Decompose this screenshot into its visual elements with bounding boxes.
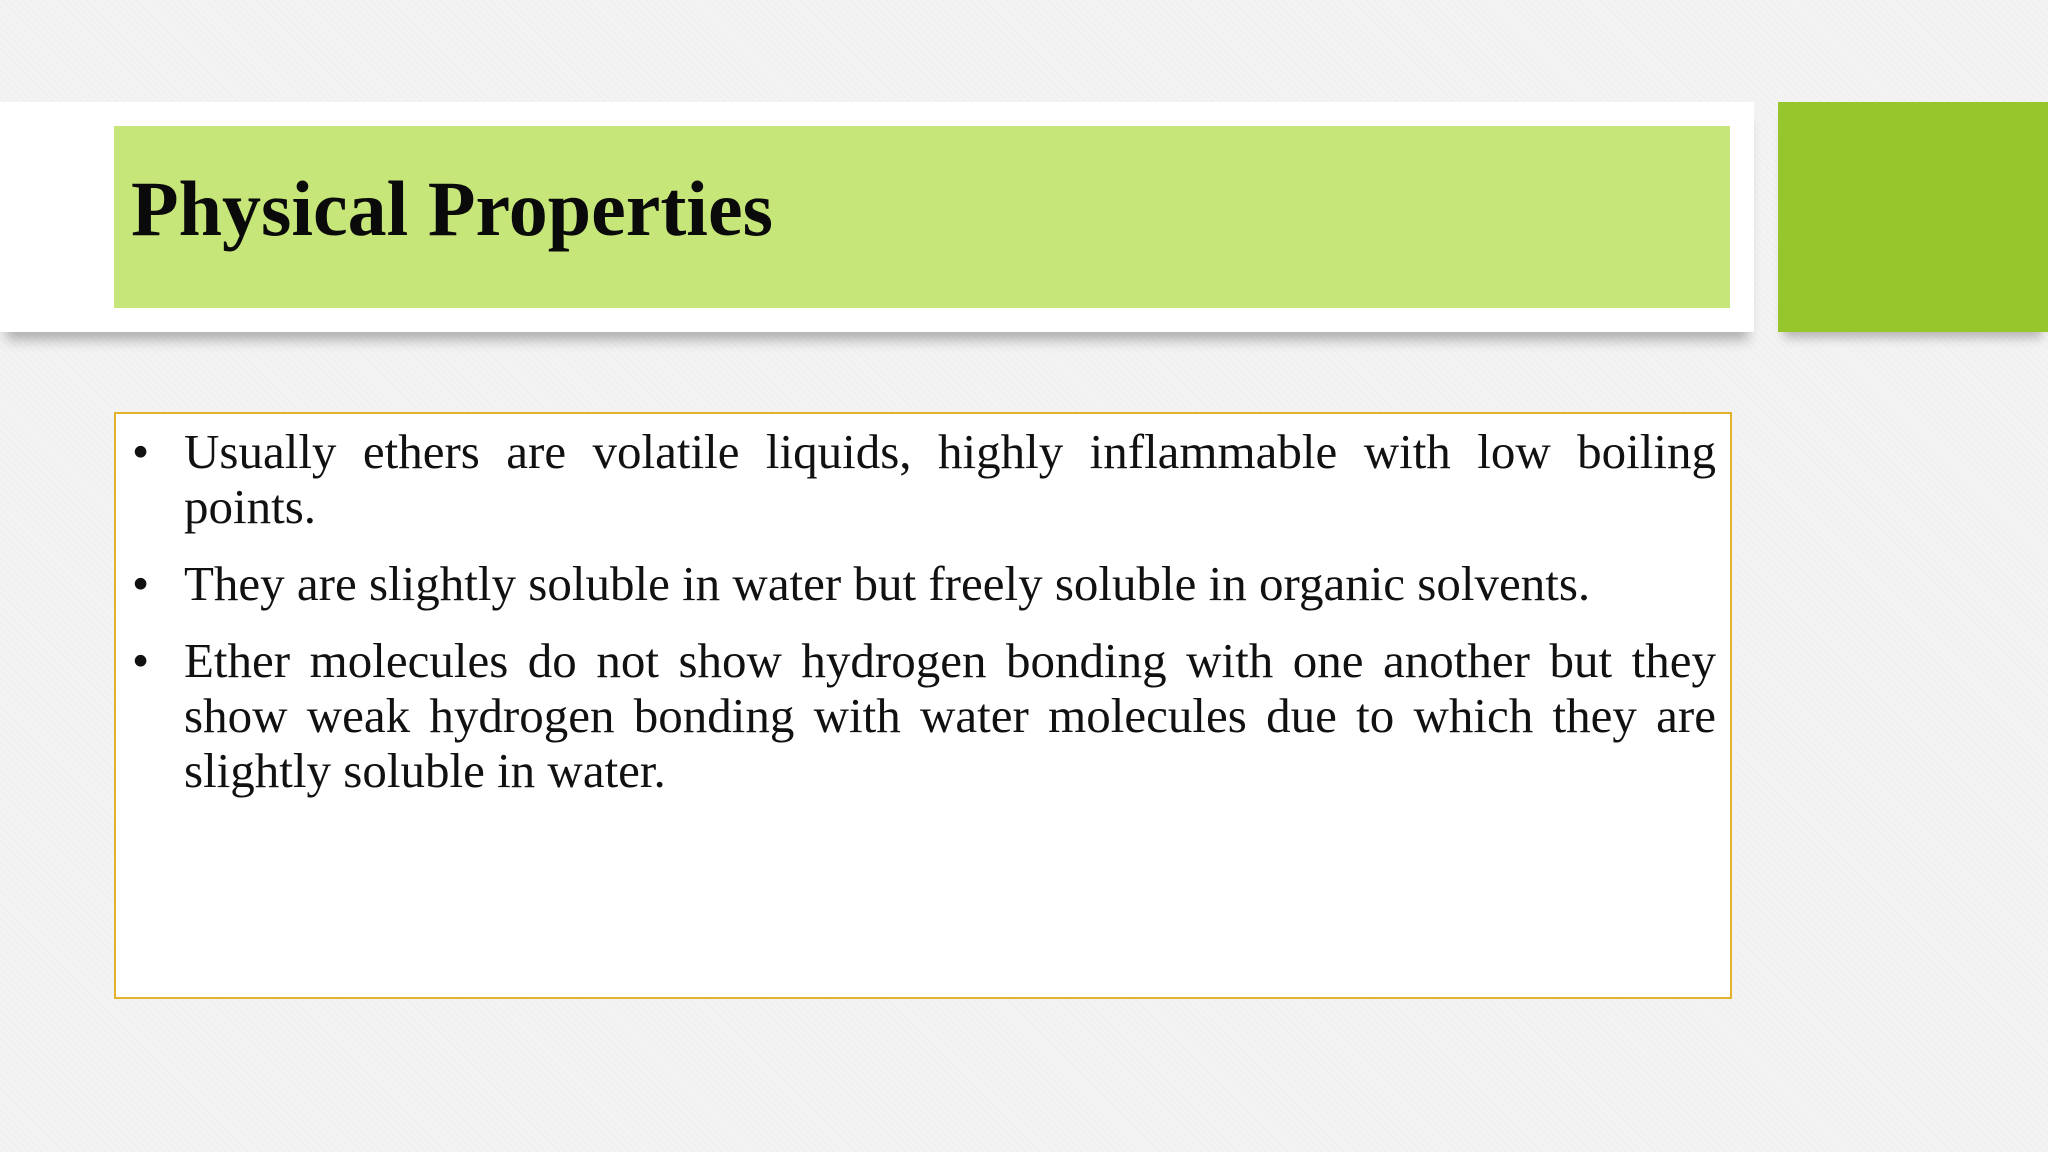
content-box bbox=[114, 412, 1732, 999]
bullet-icon: • bbox=[132, 633, 150, 688]
bullet-item bbox=[130, 556, 1716, 611]
bullet-item bbox=[130, 424, 1716, 534]
bullet-icon: • bbox=[132, 424, 150, 479]
bullet-text: Ether molecules do not show hydrogen bonding with one another but they show weak hydrogen bonding with water molecules due to which they are slightly soluble in water. bbox=[184, 633, 1716, 798]
bullet-text: Usually ethers are volatile liquids, highly inflammable with low boiling points. bbox=[184, 424, 1716, 534]
bullet-item bbox=[130, 633, 1716, 798]
title-box bbox=[114, 126, 1730, 308]
bullet-list bbox=[130, 424, 1716, 820]
accent-block bbox=[1778, 102, 2048, 332]
bullet-icon: • bbox=[132, 556, 150, 611]
slide-title: Physical Properties bbox=[131, 165, 773, 252]
bullet-text: They are slightly soluble in water but freely soluble in organic solvents. bbox=[184, 556, 1591, 611]
